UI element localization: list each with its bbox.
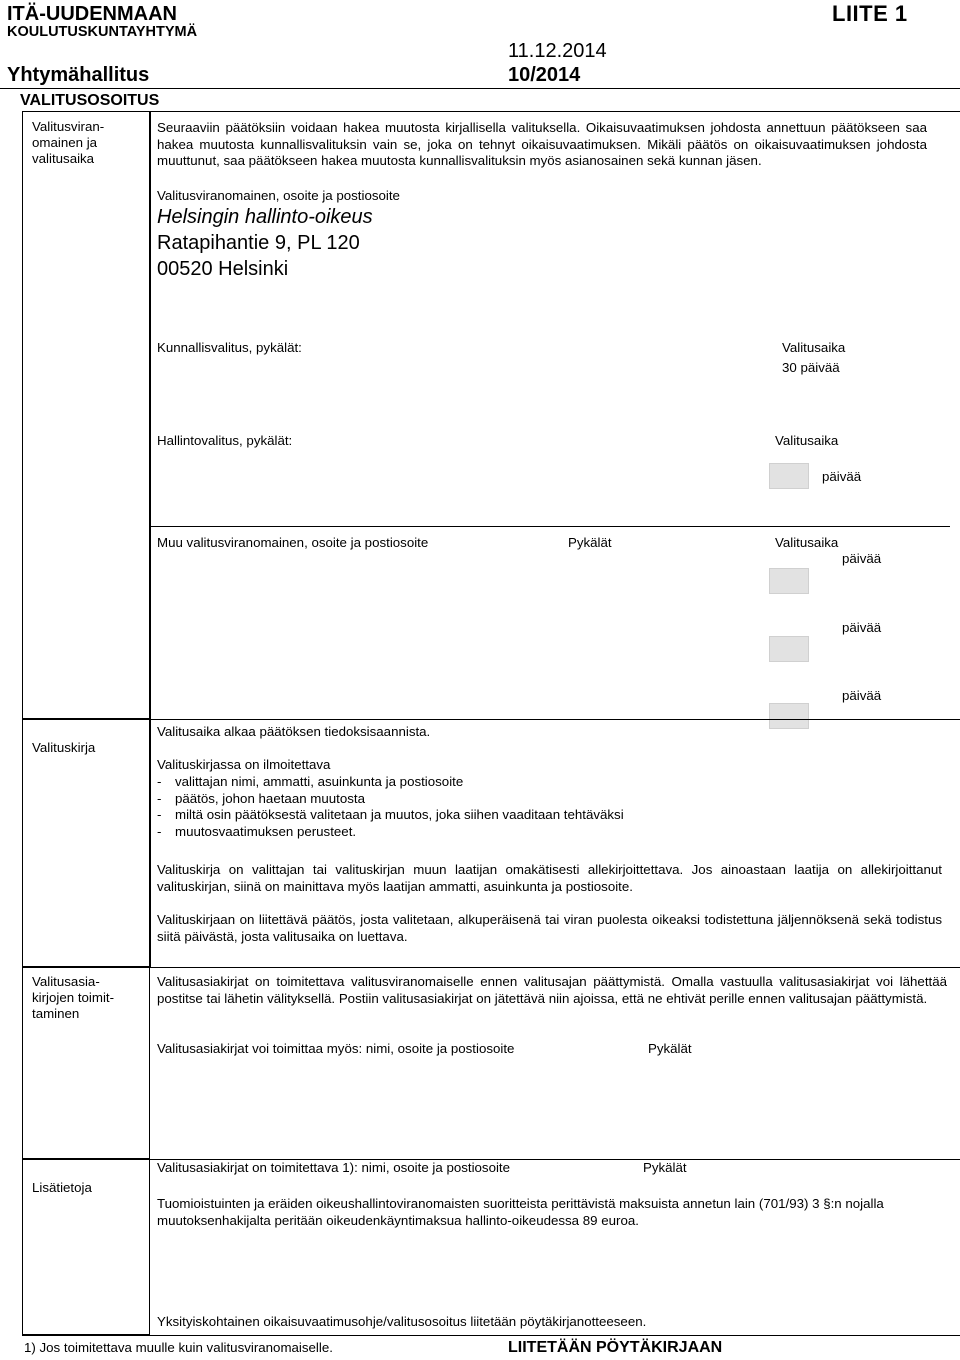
content-top-border [150,111,960,112]
municipal-period-value: 30 päivää [782,360,840,375]
appeal-period-start-note: Valitusaika alkaa päätöksen tiedoksisaannista. [157,724,431,739]
header-rule [0,88,960,89]
authority-city: 00520 Helsinki [157,258,289,280]
meeting-date: 11.12.2014 [508,40,607,62]
detail-instructions-note: Yksityiskohtainen oikaisuvaatimusohje/valitusosoitus liitetään pöytäkirjanotteeseen. [157,1314,647,1329]
section-appeal-authority-label: Valitusviran- omainen ja valitusaika [32,119,105,166]
admin-appeal-label: Hallintovalitus, pykälät: [157,433,293,448]
municipal-appeal-label: Kunnallisvalitus, pykälät: [157,340,302,355]
fee-paragraph: Tuomioistuinten ja eräiden oikeushallintoviranomaisten suoritteista perittävistä maksuista annetun lain (701/93) 3 §:n nojalla muutoksenhakijalta peritään oikeudenkäyntimaksua hallinto-oikeudessa 89 euroa. [157,1196,884,1228]
list-item: - muutosvaatimuksen perusteet. [157,824,917,841]
body-name: Yhtymähallitus [7,64,150,86]
section-delivery-label: Valitusasia- kirjojen toimit- taminen [32,974,115,1021]
delivery-paragraph: Valitusasiakirjat on toimitettava valitusviranomaiselle ennen valitusajan päättymistä. Omalla vastuulla valitusasiakirjat voi lähettää postitse tai lähetin välityksellä. Postiin valitusasiakirjat on jätettävä niin ajoissa, että ne ehtivät perille ennen valitusajan päättymistä. [157,974,947,1006]
section-additional-info-label: Lisätietoja [32,1180,92,1195]
other-days-field-2[interactable] [769,636,809,662]
other-period-label: Valitusaika [775,535,839,550]
list-item: - valittajan nimi, ammatti, asuinkunta ja postiosoite [157,774,917,791]
list-item: - päätös, johon haetaan muutosta [157,791,917,808]
section3-top-border [150,967,960,968]
admin-period-label: Valitusaika [775,433,839,448]
admin-days-field[interactable] [769,463,809,489]
authority-name: Helsingin hallinto-oikeus [157,206,373,228]
org-subtitle: KOULUTUSKUNTAYHTYMÄ [7,24,198,40]
document-title: VALITUSOSOITUS [20,92,160,109]
content-left-border [150,111,151,719]
municipal-period-label: Valitusaika [782,340,846,355]
attach-to-minutes-stamp: LIITETÄÄN PÖYTÄKIRJAAN [508,1339,723,1356]
delivery-sections-label: Pykälät [648,1041,692,1056]
org-name: ITÄ-UUDENMAAN [7,3,177,25]
signature-paragraph: Valituskirja on valittajan tai valituskirjan muun laatijan omakätisesti allekirjoittettava. Jos ainoastaan laatija on allekirjoittanut valituskirjan, siinä on mainittava myös laatijan ammatti, asuinkunta ja postiosoite. [157,862,942,894]
authority-street: Ratapihantie 9, PL 120 [157,232,360,254]
authority-heading: Valitusviranomainen, osoite ja postiosoite [157,188,400,203]
section2-left-border [150,719,151,967]
other-sections-heading: Pykälät [568,535,612,550]
admin-days-unit: päivää [822,469,862,484]
deliver-to-line: Valitusasiakirjat on toimitettava 1): nimi, osoite ja postiosoite [157,1160,511,1175]
intro-paragraph: Seuraaviin päätöksiin voidaan hakea muutosta kirjallisella valituksella. Oikaisuvaatimuksen johdosta annettuun päätökseen saa hakea muutosta kunnallisvalituksin vain se, joka on tehnyt oikaisuvaatimuksen. Mikäli päätös on oikaisuvaatimuksen johdosta muuttunut, saa päätökseen hakea muutosta kunnallisvalituksin myös asianosainen sekä kunnan jäsen. [157,120,927,168]
deliver-to-sections-label: Pykälät [643,1160,687,1175]
other-days-field-1[interactable] [769,568,809,594]
other-authority-rule [150,526,950,527]
meeting-number: 10/2014 [508,64,581,86]
section-appeal-letter-label-cell [22,719,150,967]
other-days-unit-1: päivää [842,551,882,566]
appeal-letter-must-state: Valituskirjassa on ilmoitettava [157,757,331,772]
bottom-rule [22,1335,960,1336]
list-item: - miltä osin päätöksestä valitetaan ja muutos, joka siihen vaaditaan tehtäväksi [157,807,917,824]
section-appeal-authority-label-cell [22,111,150,719]
attachments-paragraph: Valituskirjaan on liitettävä päätös, josta valitetaan, alkuperäisenä tai viran puolesta oikeaksi todistettuna jäljennöksenä sekä todistus siitä päivästä, josta valitusaika on luettava. [157,912,942,944]
other-days-field-3[interactable] [769,703,809,729]
other-authority-heading: Muu valitusviranomainen, osoite ja postiosoite [157,535,429,550]
other-days-unit-3: päivää [842,688,882,703]
section2-top-border [150,719,960,720]
attachment-label: LIITE 1 [832,1,908,26]
section-appeal-letter-label: Valituskirja [32,740,96,755]
delivery-also-to: Valitusasiakirjat voi toimittaa myös: nimi, osoite ja postiosoite [157,1041,515,1056]
footnote: 1) Jos toimitettava muulle kuin valitusviranomaiselle. [24,1340,333,1355]
appeal-letter-requirements [157,774,917,840]
other-days-unit-2: päivää [842,620,882,635]
